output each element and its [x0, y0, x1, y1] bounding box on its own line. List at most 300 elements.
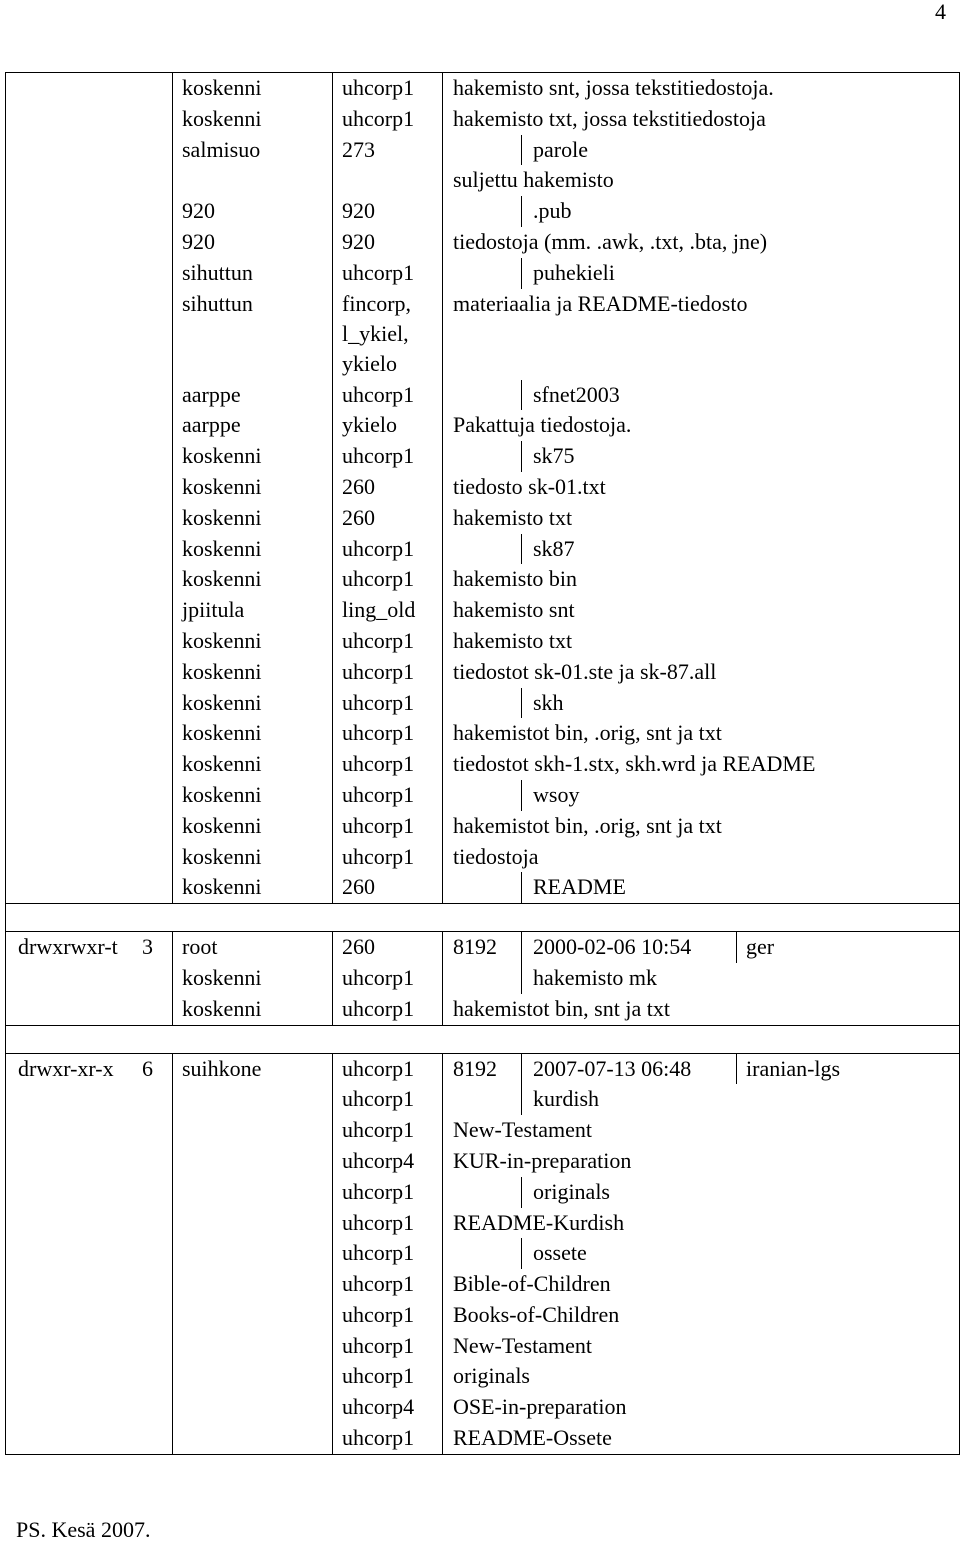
cell-divider	[442, 811, 443, 842]
table-row	[6, 1269, 959, 1300]
cell-divider	[521, 441, 522, 472]
cell-divider	[332, 135, 333, 166]
owner-cell: koskenni	[182, 105, 262, 131]
size-cell: 8192	[453, 1055, 497, 1081]
cell-divider	[442, 842, 443, 873]
table-row	[6, 196, 959, 227]
cell-divider	[332, 1392, 333, 1423]
cell-divider	[521, 1054, 522, 1085]
group-cell: 260	[342, 874, 375, 900]
cell-divider	[442, 472, 443, 503]
cell-divider	[172, 1054, 173, 1085]
group-cell: uhcorp1	[342, 812, 415, 838]
group-cell: uhcorp1	[342, 964, 415, 990]
group-cell: ykielo	[342, 412, 397, 438]
directory-row	[6, 932, 959, 963]
name-cell: ger	[746, 934, 775, 960]
cell-divider	[332, 626, 333, 657]
description-cell: New-Testament	[453, 1332, 592, 1358]
cell-divider	[172, 963, 173, 994]
description-cell: OSE-in-preparation	[453, 1394, 627, 1420]
description-cell: tiedostot sk-01.ste ja sk-87.all	[453, 658, 717, 684]
description-cell: Pakattuja tiedostoja.	[453, 412, 632, 438]
cell-divider	[442, 1054, 443, 1085]
permissions-cell: drwxrwxr-t	[18, 934, 118, 960]
owner-cell: koskenni	[182, 75, 262, 100]
cell-divider	[332, 1331, 333, 1362]
cell-divider	[332, 749, 333, 780]
group-cell: 920	[342, 228, 375, 254]
cell-divider	[521, 135, 522, 166]
owner-cell: aarppe	[182, 381, 241, 407]
group-cell: uhcorp1	[342, 1363, 415, 1389]
group-cell: uhcorp4	[342, 1147, 415, 1173]
cell-divider	[521, 872, 522, 903]
group-cell: uhcorp1	[342, 1117, 415, 1143]
cell-divider	[172, 657, 173, 688]
description-cell: README-Kurdish	[453, 1209, 625, 1235]
cell-divider	[442, 380, 443, 411]
cell-divider	[332, 227, 333, 258]
table-row	[6, 780, 959, 811]
cell-divider	[332, 657, 333, 688]
description-cell: originals	[453, 1363, 530, 1389]
table-row	[6, 1331, 959, 1362]
cell-divider	[442, 165, 443, 196]
cell-divider	[332, 441, 333, 472]
description-cell: hakemisto bin	[453, 566, 578, 592]
table-row	[6, 872, 959, 903]
cell-divider	[172, 289, 173, 380]
cell-divider	[521, 963, 522, 994]
cell-divider	[172, 872, 173, 903]
description-cell: tiedostot skh-1.stx, skh.wrd ja README	[453, 751, 816, 777]
cell-divider	[172, 688, 173, 719]
cell-divider	[442, 135, 443, 166]
owner-cell: koskenni	[182, 720, 262, 746]
cell-divider	[172, 534, 173, 565]
footer-text: PS. Kesä 2007.	[16, 1517, 151, 1542]
cell-divider	[442, 104, 443, 135]
cell-divider	[172, 472, 173, 503]
description-cell: hakemisto txt	[453, 504, 573, 530]
cell-divider	[172, 104, 173, 135]
table-row	[6, 1115, 959, 1146]
cell-divider	[442, 534, 443, 565]
cell-divider	[172, 165, 173, 196]
table-row	[6, 104, 959, 135]
owner-cell: koskenni	[182, 751, 262, 777]
group-cell: uhcorp1	[342, 566, 415, 592]
table-row	[6, 626, 959, 657]
cell-divider	[332, 258, 333, 289]
cell-divider	[442, 1331, 443, 1362]
cell-divider	[521, 1238, 522, 1269]
group-cell: uhcorp1	[342, 995, 415, 1021]
link-count-cell: 6	[142, 1055, 153, 1081]
owner-cell: sihuttun	[182, 259, 253, 285]
cell-divider	[172, 410, 173, 441]
group-cell: 260	[342, 504, 375, 530]
cell-divider	[442, 441, 443, 472]
cell-divider	[442, 1392, 443, 1423]
group-cell: 260	[342, 934, 375, 960]
cell-divider	[172, 380, 173, 411]
cell-divider	[442, 1300, 443, 1331]
table-row	[6, 811, 959, 842]
cell-divider	[442, 963, 443, 994]
cell-divider	[521, 932, 522, 963]
group-cell: 920	[342, 198, 375, 224]
table-row	[6, 1208, 959, 1239]
directory-listing-table	[5, 72, 960, 1455]
table-row	[6, 1423, 959, 1454]
cell-divider	[172, 842, 173, 873]
cell-divider	[332, 289, 333, 380]
description-cell: tiedostoja (mm. .awk, .txt, .bta, jne)	[453, 228, 768, 254]
cell-divider	[172, 135, 173, 166]
group-cell: ling_old	[342, 597, 416, 623]
cell-divider	[172, 1238, 173, 1269]
table-row	[6, 534, 959, 565]
table-row	[6, 595, 959, 626]
cell-divider	[442, 780, 443, 811]
cell-divider	[736, 1054, 737, 1085]
group-cell: uhcorp1	[342, 75, 415, 100]
cell-divider	[332, 688, 333, 719]
directory-row	[6, 1054, 959, 1085]
owner-cell: suihkone	[182, 1055, 262, 1081]
cell-divider	[332, 1115, 333, 1146]
cell-divider	[442, 258, 443, 289]
description-cell: hakemistot bin, .orig, snt ja txt	[453, 812, 722, 838]
owner-cell: salmisuo	[182, 136, 261, 162]
owner-cell: koskenni	[182, 566, 262, 592]
description-cell: tiedostoja	[453, 843, 539, 869]
cell-divider	[172, 441, 173, 472]
table-row	[6, 165, 959, 196]
cell-divider	[442, 503, 443, 534]
cell-divider	[332, 718, 333, 749]
cell-divider	[332, 780, 333, 811]
cell-divider	[332, 1084, 333, 1115]
cell-divider	[332, 564, 333, 595]
cell-divider	[332, 73, 333, 104]
table-row	[6, 258, 959, 289]
cell-divider	[442, 1084, 443, 1115]
cell-divider	[442, 595, 443, 626]
cell-divider	[442, 1177, 443, 1208]
size-cell: 8192	[453, 934, 497, 960]
description-cell: suljettu hakemisto	[453, 167, 614, 193]
description-cell: hakemisto txt	[453, 627, 573, 653]
cell-divider	[172, 1269, 173, 1300]
cell-divider	[332, 1269, 333, 1300]
group-cell: uhcorp1	[342, 1301, 415, 1327]
table-row	[6, 657, 959, 688]
owner-cell: koskenni	[182, 964, 262, 990]
table-row	[6, 1177, 959, 1208]
link-count-cell: 3	[142, 934, 153, 960]
table-row	[6, 441, 959, 472]
group-cell: uhcorp1	[342, 843, 415, 869]
cell-divider	[172, 780, 173, 811]
cell-divider	[521, 1084, 522, 1115]
group-cell: uhcorp1	[342, 781, 415, 807]
subdirectory-name-cell: puhekieli	[533, 259, 615, 285]
cell-divider	[172, 1361, 173, 1392]
group-cell: uhcorp1	[342, 658, 415, 684]
cell-divider	[521, 196, 522, 227]
page-number: 4	[935, 0, 946, 24]
subdirectory-name-cell: .pub	[533, 198, 572, 224]
table-row	[6, 289, 959, 380]
cell-divider	[332, 994, 333, 1025]
cell-divider	[172, 564, 173, 595]
cell-divider	[332, 165, 333, 196]
cell-divider	[172, 1392, 173, 1423]
owner-cell: koskenni	[182, 443, 262, 469]
owner-cell: koskenni	[182, 689, 262, 715]
group-cell: uhcorp1	[342, 627, 415, 653]
table-row	[6, 1361, 959, 1392]
description-cell: hakemisto snt, jossa tekstitiedostoja.	[453, 75, 774, 100]
group-cell: uhcorp1	[342, 443, 415, 469]
owner-cell: 920	[182, 198, 215, 224]
description-cell: KUR-in-preparation	[453, 1147, 632, 1173]
group-cell: uhcorp1	[342, 1425, 415, 1451]
cell-divider	[442, 1423, 443, 1454]
owner-cell: 920	[182, 228, 215, 254]
separator-row	[6, 1025, 959, 1054]
cell-divider	[521, 258, 522, 289]
cell-divider	[172, 1115, 173, 1146]
table-row	[6, 1238, 959, 1269]
group-cell: fincorp, l_ykiel, ykielo	[342, 290, 412, 377]
owner-cell: koskenni	[182, 535, 262, 561]
group-cell: uhcorp1	[342, 1332, 415, 1358]
table-row	[6, 963, 959, 994]
group-cell: uhcorp1	[342, 535, 415, 561]
group-cell: uhcorp1	[342, 381, 415, 407]
group-cell: uhcorp1	[342, 1055, 415, 1081]
group-cell: uhcorp1	[342, 689, 415, 715]
cell-divider	[521, 534, 522, 565]
owner-cell: koskenni	[182, 843, 262, 869]
cell-divider	[332, 472, 333, 503]
owner-cell: koskenni	[182, 627, 262, 653]
cell-divider	[332, 1146, 333, 1177]
cell-divider	[172, 1177, 173, 1208]
table-row	[6, 749, 959, 780]
table-row	[6, 1146, 959, 1177]
group-cell: 273	[342, 136, 375, 162]
owner-cell: root	[182, 934, 218, 960]
owner-cell: koskenni	[182, 473, 262, 499]
cell-divider	[332, 811, 333, 842]
cell-divider	[172, 994, 173, 1025]
cell-divider	[332, 196, 333, 227]
cell-divider	[172, 258, 173, 289]
cell-divider	[442, 1115, 443, 1146]
cell-divider	[442, 289, 443, 380]
cell-divider	[442, 749, 443, 780]
description-cell: README-Ossete	[453, 1425, 612, 1451]
cell-divider	[521, 1177, 522, 1208]
cell-divider	[442, 1238, 443, 1269]
owner-cell: koskenni	[182, 874, 262, 900]
owner-cell: koskenni	[182, 781, 262, 807]
owner-cell: sihuttun	[182, 290, 253, 316]
cell-divider	[521, 780, 522, 811]
subdirectory-name-cell: sfnet2003	[533, 381, 620, 407]
cell-divider	[172, 626, 173, 657]
table-row	[6, 1392, 959, 1423]
cell-divider	[332, 842, 333, 873]
subdirectory-name-cell: sk87	[533, 535, 575, 561]
cell-divider	[172, 811, 173, 842]
cell-divider	[172, 1300, 173, 1331]
subdirectory-name-cell: README	[533, 874, 626, 900]
cell-divider	[332, 963, 333, 994]
separator-row	[6, 903, 959, 932]
cell-divider	[172, 1423, 173, 1454]
cell-divider	[332, 1238, 333, 1269]
owner-cell: koskenni	[182, 995, 262, 1021]
table-row	[6, 564, 959, 595]
date-cell: 2000-02-06 10:54	[533, 934, 692, 960]
group-cell: uhcorp1	[342, 720, 415, 746]
group-cell: uhcorp1	[342, 1086, 415, 1112]
description-cell: hakemisto txt, jossa tekstitiedostoja	[453, 105, 766, 131]
date-cell: 2007-07-13 06:48	[533, 1055, 692, 1081]
description-cell: materiaalia ja README-tiedosto	[453, 290, 748, 316]
cell-divider	[332, 872, 333, 903]
cell-divider	[332, 1208, 333, 1239]
description-cell: Bible-of-Children	[453, 1271, 611, 1297]
cell-divider	[332, 534, 333, 565]
cell-divider	[172, 73, 173, 104]
table-row	[6, 503, 959, 534]
owner-cell: jpiitula	[182, 597, 245, 623]
table-row	[6, 1084, 959, 1115]
cell-divider	[332, 380, 333, 411]
cell-divider	[172, 749, 173, 780]
description-cell: hakemistot bin, .orig, snt ja txt	[453, 720, 722, 746]
cell-divider	[442, 196, 443, 227]
table-row	[6, 472, 959, 503]
cell-divider	[172, 1146, 173, 1177]
cell-divider	[332, 932, 333, 963]
cell-divider	[442, 1146, 443, 1177]
cell-divider	[442, 657, 443, 688]
cell-divider	[442, 227, 443, 258]
cell-divider	[332, 1177, 333, 1208]
cell-divider	[332, 104, 333, 135]
cell-divider	[442, 1208, 443, 1239]
cell-divider	[332, 1423, 333, 1454]
group-cell: uhcorp4	[342, 1394, 415, 1420]
owner-cell: koskenni	[182, 812, 262, 838]
permissions-cell: drwxr-xr-x	[18, 1055, 114, 1081]
subdirectory-name-cell: ossete	[533, 1240, 587, 1266]
table-row	[6, 994, 959, 1025]
cell-divider	[442, 410, 443, 441]
cell-divider	[332, 1054, 333, 1085]
cell-divider	[172, 1331, 173, 1362]
table-row	[6, 410, 959, 441]
cell-divider	[172, 718, 173, 749]
table-row	[6, 135, 959, 166]
description-cell: tiedosto sk-01.txt	[453, 473, 606, 499]
description-cell: hakemisto snt	[453, 597, 575, 623]
owner-cell: koskenni	[182, 658, 262, 684]
subdirectory-name-cell: sk75	[533, 443, 575, 469]
owner-cell: aarppe	[182, 412, 241, 438]
subdirectory-name-cell: kurdish	[533, 1086, 599, 1112]
cell-divider	[442, 73, 443, 104]
group-cell: 260	[342, 473, 375, 499]
cell-divider	[332, 1361, 333, 1392]
cell-divider	[442, 1269, 443, 1300]
group-cell: uhcorp1	[342, 105, 415, 131]
group-cell: uhcorp1	[342, 1240, 415, 1266]
cell-divider	[442, 932, 443, 963]
subdirectory-name-cell: wsoy	[533, 781, 580, 807]
table-row	[6, 227, 959, 258]
cell-divider	[172, 196, 173, 227]
group-cell: uhcorp1	[342, 1209, 415, 1235]
cell-divider	[442, 1361, 443, 1392]
cell-divider	[172, 932, 173, 963]
cell-divider	[442, 626, 443, 657]
table-row	[6, 688, 959, 719]
cell-divider	[442, 994, 443, 1025]
cell-divider	[442, 688, 443, 719]
table-row	[6, 842, 959, 873]
subdirectory-name-cell: originals	[533, 1178, 610, 1204]
table-row	[6, 718, 959, 749]
cell-divider	[332, 595, 333, 626]
cell-divider	[332, 410, 333, 441]
description-cell: New-Testament	[453, 1117, 592, 1143]
cell-divider	[332, 503, 333, 534]
group-cell: uhcorp1	[342, 751, 415, 777]
name-cell: iranian-lgs	[746, 1055, 841, 1081]
cell-divider	[521, 688, 522, 719]
cell-divider	[442, 718, 443, 749]
description-cell: hakemistot bin, snt ja txt	[453, 995, 670, 1021]
cell-divider	[442, 564, 443, 595]
subdirectory-name-cell: hakemisto mk	[533, 964, 658, 990]
table-row	[6, 380, 959, 411]
cell-divider	[172, 595, 173, 626]
subdirectory-name-cell: parole	[533, 136, 588, 162]
group-cell: uhcorp1	[342, 1178, 415, 1204]
cell-divider	[442, 872, 443, 903]
table-row	[6, 73, 959, 104]
cell-divider	[521, 380, 522, 411]
cell-divider	[172, 1084, 173, 1115]
cell-divider	[172, 227, 173, 258]
cell-divider	[172, 503, 173, 534]
owner-cell: koskenni	[182, 504, 262, 530]
group-cell: uhcorp1	[342, 1271, 415, 1297]
cell-divider	[172, 1208, 173, 1239]
cell-divider	[332, 1300, 333, 1331]
description-cell: Books-of-Children	[453, 1301, 620, 1327]
group-cell: uhcorp1	[342, 259, 415, 285]
